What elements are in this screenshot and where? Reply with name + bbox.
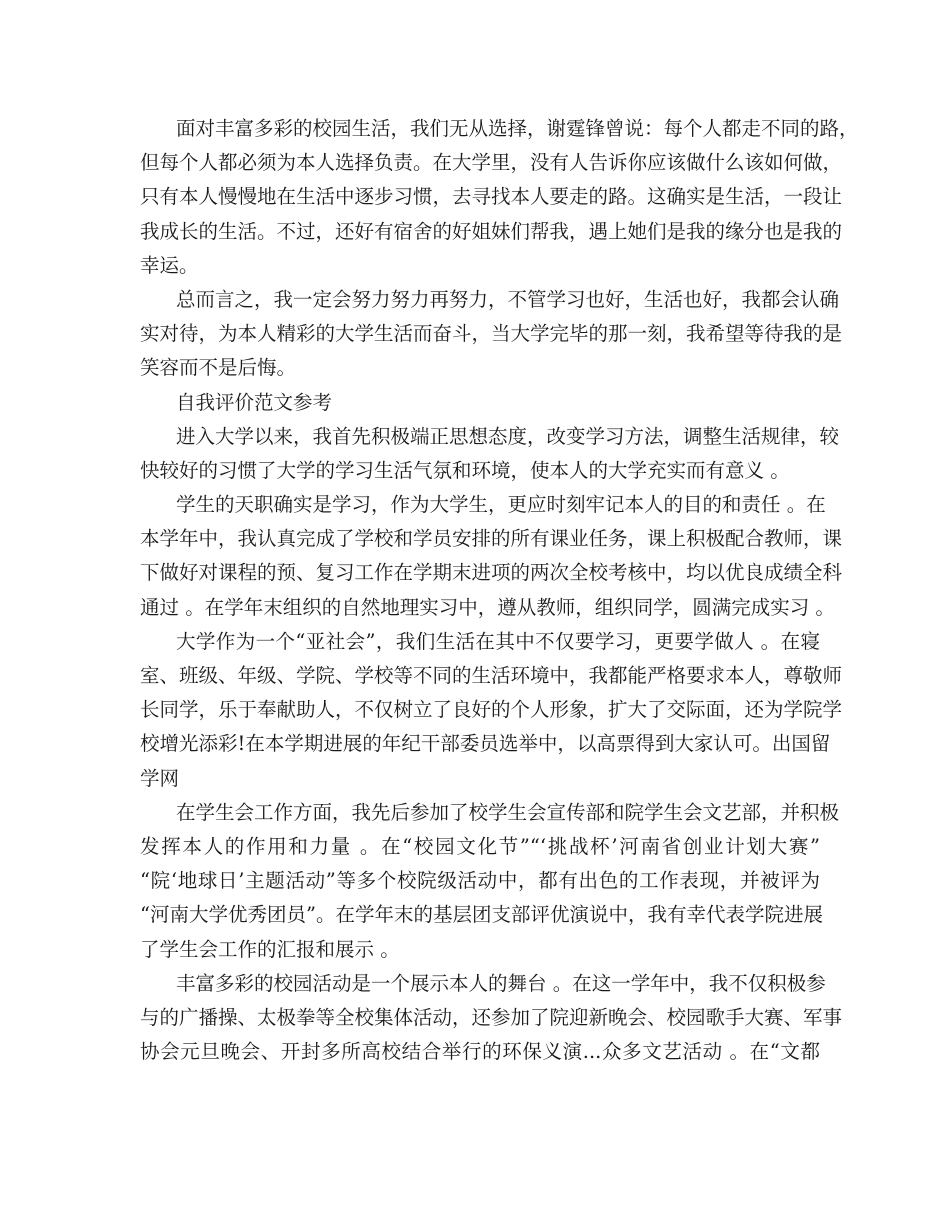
- text-line: 只有本人慢慢地在生活中逐步习惯，去寻找本人要走的路。这确实是生活，一段让: [140, 185, 843, 209]
- text-line: 笑容而不是后悔。: [140, 356, 297, 380]
- text-line: 快较好的习惯了大学的学习生活气氛和环境，使本人的大学充实而有意义 。: [140, 458, 790, 482]
- text-line: “院‘地球日’主题活动”等多个校院级活动中，都有出色的工作表现，并被评为: [140, 869, 820, 893]
- text-line: 学网: [140, 766, 180, 790]
- text-line: 进入大学以来，我首先积极端正思想态度，改变学习方法，调整生活规律，较: [176, 424, 840, 448]
- text-line: 学生的天职确实是学习，作为大学生，更应时刻牢记本人的目的和责任 。在: [176, 493, 826, 517]
- text-line: 下做好对课程的预、复习工作在学期末进项的两次全校考核中，均以优良成绩全科: [140, 561, 843, 585]
- document-body: [140, 112, 859, 1069]
- text-line: 丰富多彩的校园活动是一个展示本人的舞台 。在这一学年中，我不仅积极参: [176, 971, 826, 995]
- text-line: 我成长的生活。不过，还好有宿舍的好姐妹们帮我，遇上她们是我的缘分也是我的: [140, 219, 843, 243]
- text-line: 室、班级、年级、学院、学校等不同的生活环境中，我都能严格要求本人，尊敬师: [140, 664, 843, 687]
- text-line: 实对待，为本人精彩的大学生活而奋斗，当大学完毕的那一刻，我希望等待我的是: [140, 322, 843, 346]
- text-line: 发挥本人的作用和力量 。在“校园文化节”“‘挑战杯’河南省创业计划大赛”: [140, 834, 820, 858]
- text-line: 与的广播操、太极拳等全校集体活动，还参加了院迎新晚会、校园歌手大赛、军事: [140, 1005, 843, 1029]
- text-line: 通过 。在学年末组织的自然地理实习中，遵从教师，组织同学，圆满完成实习 。: [140, 595, 835, 619]
- text-line: 面对丰富多彩的校园生活，我们无从选择，谢霆锋曾说：每个人都走不同的路，: [176, 117, 859, 140]
- text-line: 大学作为一个“亚社会”，我们生活在其中不仅要学习，更要学做人 。在寝: [176, 629, 820, 653]
- text-line: “河南大学优秀团员”。在学年末的基层团支部评优演说中，我有幸代表学院进展: [140, 903, 823, 927]
- text-line: 但每个人都必须为本人选择负责。在大学里，没有人告诉你应该做什么该如何做，: [140, 151, 843, 175]
- text-line: 长同学，乐于奉献助人，不仅树立了良好的个人形象，扩大了交际面，还为学院学: [140, 698, 843, 722]
- text-line: 在学生会工作方面，我先后参加了校学生会宣传部和院学生会文艺部，并积极: [176, 800, 840, 824]
- text-line: 了学生会工作的汇报和展示 。: [140, 937, 400, 961]
- text-line: 幸运。: [140, 253, 199, 277]
- text-line: 本学年中，我认真完成了学校和学员安排的所有课业任务，课上积极配合教师，课: [140, 527, 843, 551]
- section-heading: 自我评价范文参考: [176, 390, 333, 414]
- text-line: 协会元旦晚会、开封多所高校结合举行的环保义演...众多文艺活动 。在“文都: [140, 1040, 820, 1064]
- text-line: 总而言之，我一定会努力努力再努力，不管学习也好，生活也好，我都会认确: [176, 287, 840, 311]
- text-line: 校增光添彩!在本学期进展的年纪干部委员选举中，以高票得到大家认可。出国留: [140, 732, 831, 756]
